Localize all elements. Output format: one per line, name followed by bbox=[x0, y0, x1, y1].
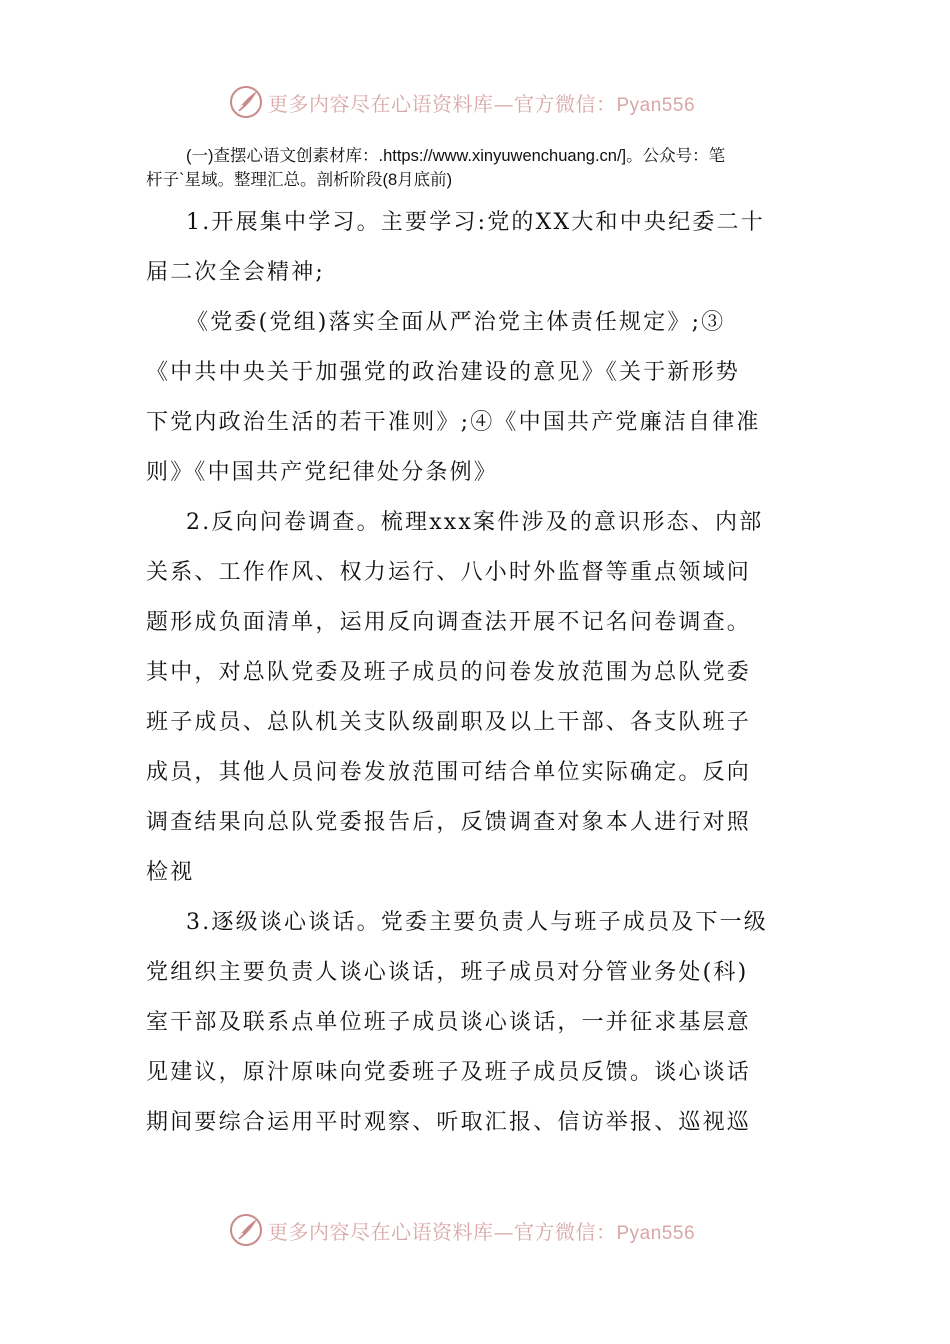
intro-line: 杆子`星域。整理汇总。剖析阶段(8月底前) bbox=[146, 171, 453, 189]
banner-handle: Pyan556 bbox=[616, 94, 696, 116]
intro-line: (一)查摆心语文创素材库：.https://www.xinyuwenchuang.cn/]。公众号：笔 bbox=[186, 147, 726, 165]
intro-section-heading bbox=[146, 144, 806, 192]
paragraph-survey: 2.反向问卷调查。梳理xxx案件涉及的意识形态、内部 关系、工作作风、权力运行、八小时外监督等重点领域问 题形成负面清单，运用反向调查法开展不记名问卷调查。 其中，对总队党委及班子成员的问卷发放范围为总队党委 班子成员、总队机关支队级副职及以上干部、各支队班子 成员，其他人员问卷发放范围可结合单位实际确定。反向 调查结果向总队党委报告后，反馈调查对象本人进行对照 检视 bbox=[146, 510, 764, 885]
banner-handle: Pyan556 bbox=[616, 1222, 696, 1244]
paragraph-documents: 《党委(党组)落实全面从严治党主体责任规定》;③ 《中共中央关于加强党的政治建设的意见》《关于新形势 下党内政治生活的若干准则》;④《中国共产党廉洁自律准 则》《中国共产党纪律处分条例》 bbox=[146, 310, 761, 485]
quill-pen-logo-icon bbox=[228, 84, 264, 120]
footer-banner bbox=[228, 1212, 695, 1248]
quill-pen-logo-icon bbox=[228, 1212, 264, 1248]
banner-text: 更多内容尽在心语资料库—官方微信：Pyan556 bbox=[268, 91, 696, 116]
header-banner bbox=[228, 84, 695, 120]
body-text bbox=[146, 198, 806, 1148]
banner-text: 更多内容尽在心语资料库—官方微信：Pyan556 bbox=[268, 1219, 696, 1244]
paragraph-talks: 3.逐级谈心谈话。党委主要负责人与班子成员及下一级 党组织主要负责人谈心谈话，班子成员对分管业务处(科) 室干部及联系点单位班子成员谈心谈话，一并征求基层意 见建议，原汁原味向党委班子及班子成员反馈。谈心谈话 期间要综合运用平时观察、听取汇报、信访举报、巡视巡 bbox=[146, 910, 768, 1135]
paragraph-study: 1.开展集中学习。主要学习:党的XX大和中央纪委二十 届二次全会精神; bbox=[146, 210, 765, 285]
